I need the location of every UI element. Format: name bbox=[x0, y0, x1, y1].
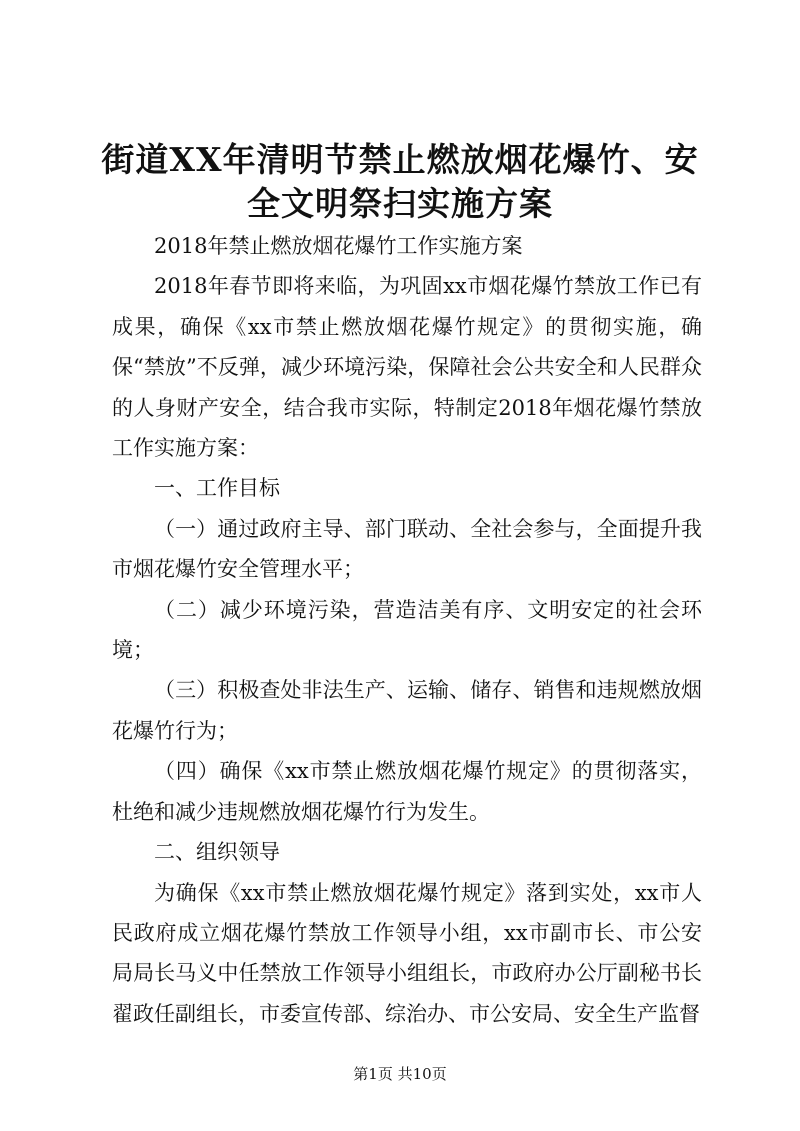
paragraph-subtitle: 2018年禁止燃放烟花爆竹工作实施方案 bbox=[154, 234, 523, 258]
goal-item-4: （四）确保《xx市禁止燃放烟花爆竹规定》的贯彻落实，杜绝和减少违规燃放烟花爆竹行为发生。 bbox=[112, 759, 702, 824]
page-number-footer: 第1页 共10页 bbox=[353, 1065, 447, 1083]
goal-item-1: （一）通过政府主导、部门联动、全社会参与，全面提升我市烟花爆竹安全管理水平； bbox=[112, 516, 702, 582]
goal-item-2: （二）减少环境污染，营造洁美有序、文明安定的社会环境； bbox=[112, 597, 702, 663]
document-title: 街道XX年清明节禁止燃放烟花爆竹、安全文明祭扫实施方案 bbox=[101, 140, 699, 223]
section-heading-goals: 一、工作目标 bbox=[154, 476, 280, 501]
paragraph-intro: 2018年春节即将来临，为巩固xx市烟花爆竹禁放工作已有成果，确保《xx市禁止燃放烟花爆竹规定》的贯彻实施，确保“禁放”不反弹，减少环境污染，保障社会公共安全和人民群众的人身财产安全，结合我市实际，特制定2018年烟花爆竹禁放工作实施方案： bbox=[112, 274, 702, 461]
paragraph-leadership: 为确保《xx市禁止燃放烟花爆竹规定》落到实处，xx市人民政府成立烟花爆竹禁放工作领导小组，xx市副市长、市公安局局长马义中任禁放工作领导小组组长，市政府办公厅副秘书长翟政任副组长，市委宣传部、综治办、市公安局、安全生产监督 bbox=[112, 880, 702, 1026]
goal-item-3: （三）积极查处非法生产、运输、储存、销售和违规燃放烟花爆竹行为； bbox=[112, 678, 702, 743]
document-body bbox=[112, 226, 702, 1034]
section-heading-leadership: 二、组织领导 bbox=[154, 840, 280, 865]
